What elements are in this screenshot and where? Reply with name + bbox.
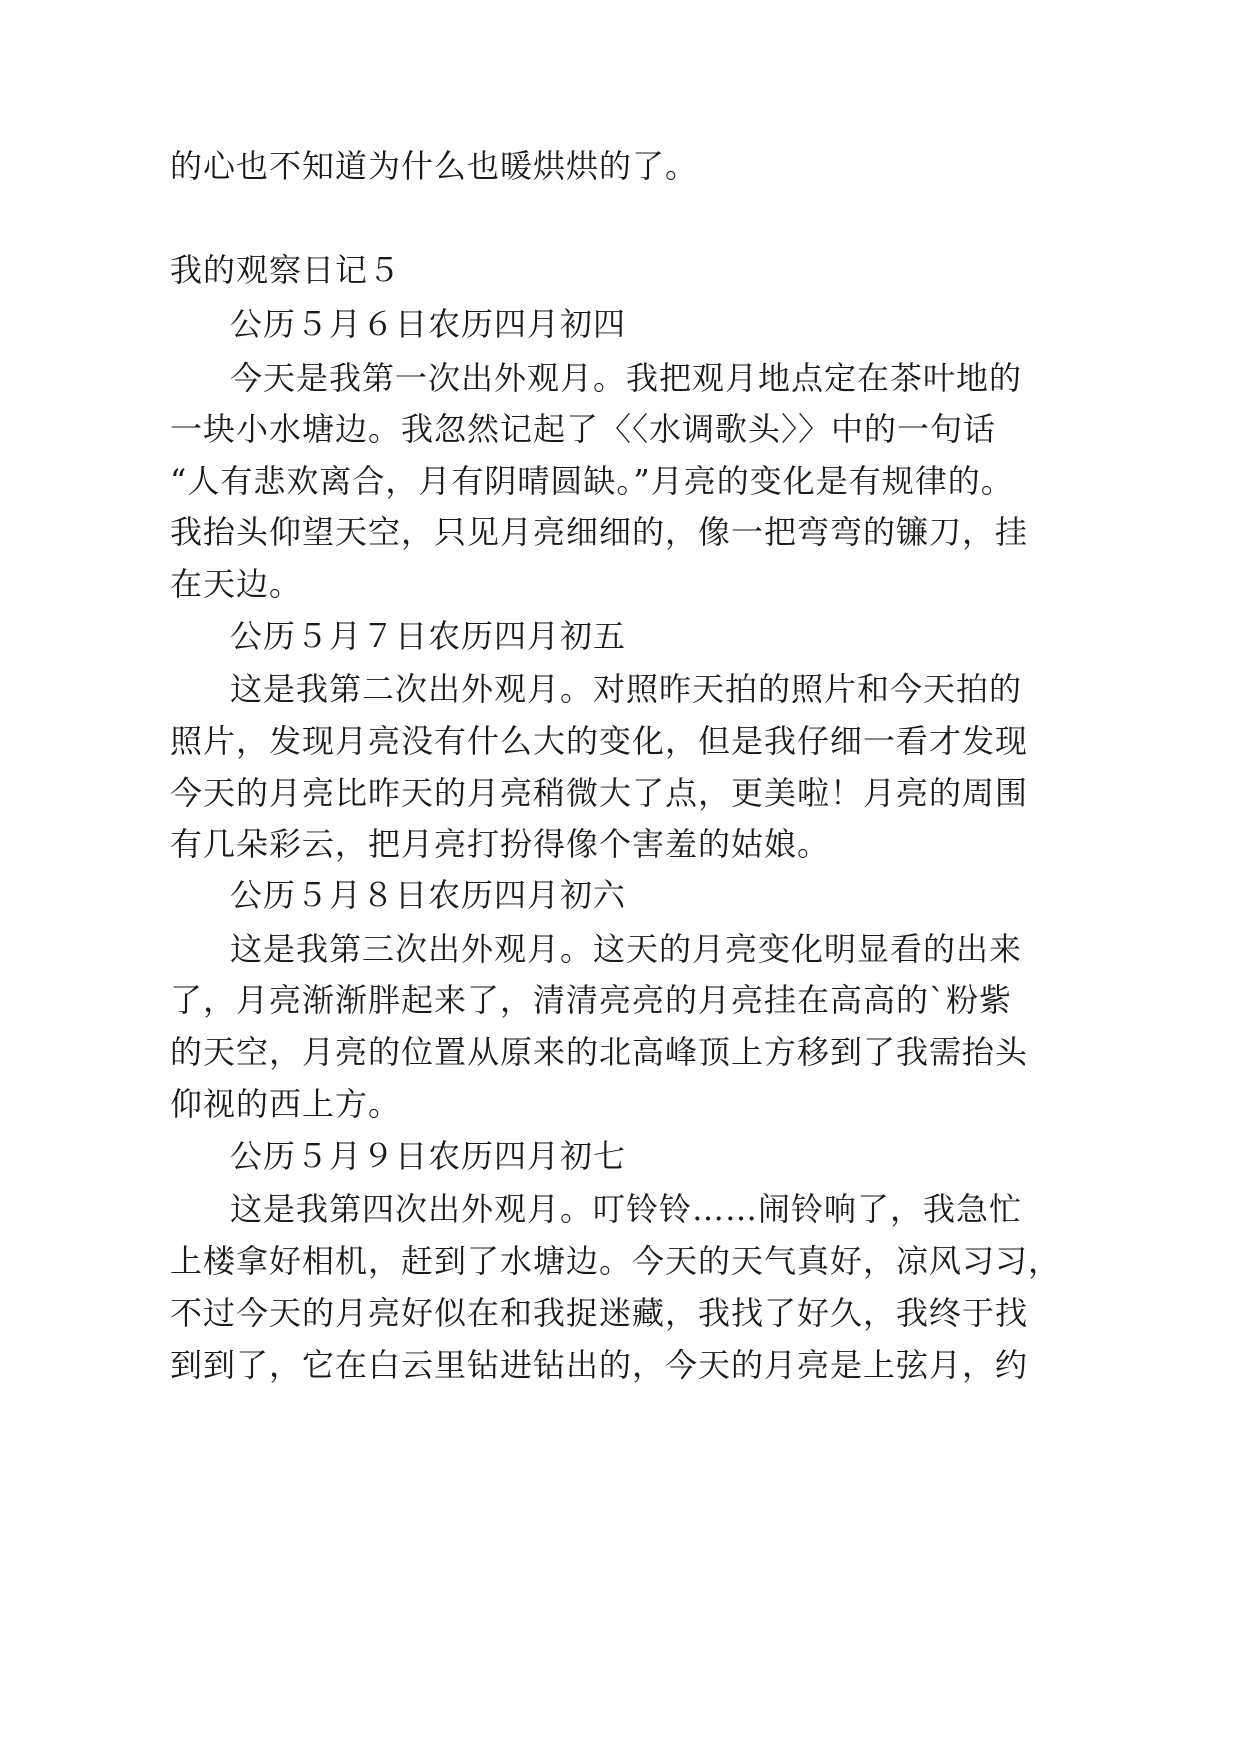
entry-date: 公历５月８日农历四月初六	[230, 876, 627, 914]
entry-text-line: 这是我第二次出外观月。对照昨天拍的照片和今天拍的	[230, 670, 1023, 708]
entry-text-line: 一块小水塘边。我忽然记起了〈〈水调歌头〉〉中的一句话	[170, 410, 997, 448]
entry-text-line: 有几朵彩云，把月亮打扮得像个害羞的姑娘。	[170, 825, 831, 863]
continuation-line: 的心也不知道为什么也暖烘烘的了。	[170, 147, 699, 185]
entry-text-line: 这是我第四次出外观月。叮铃铃……闹铃响了，我急忙	[230, 1190, 1023, 1228]
entry-text-line: 上楼拿好相机，赶到了水塘边。今天的天气真好，凉风习习，	[170, 1242, 1062, 1280]
entry-text-line: 今天的月亮比昨天的月亮稍微大了点，更美啦！月亮的周围	[170, 774, 1029, 812]
entry-text-line: 照片，发现月亮没有什么大的变化，但是我仔细一看才发现	[170, 722, 1029, 760]
entry-text-line: 不过今天的月亮好似在和我捉迷藏，我找了好久，我终于找	[170, 1294, 1029, 1332]
entry-text-line: 仰视的西上方。	[170, 1085, 402, 1123]
entry-text-line: 这是我第三次出外观月。这天的月亮变化明显看的出来	[230, 930, 1023, 968]
entry-text-line: 了，月亮渐渐胖起来了，清清亮亮的月亮挂在高高的`粉紫	[170, 981, 1013, 1019]
entry-date: 公历５月９日农历四月初七	[230, 1137, 627, 1175]
entry-text-line: 的天空，月亮的位置从原来的北高峰顶上方移到了我需抬头	[170, 1033, 1029, 1071]
entry-text-line: 到到了，它在白云里钻进钻出的，今天的月亮是上弦月，约	[170, 1346, 1029, 1384]
entry-date: 公历５月７日农历四月初五	[230, 617, 627, 655]
entry-text-line: “人有悲欢离合，月有阴晴圆缺。”月亮的变化是有规律的。	[170, 462, 1014, 500]
section-title: 我的观察日记５	[170, 251, 402, 289]
entry-date: 公历５月６日农历四月初四	[230, 305, 627, 343]
entry-text-line: 在天边。	[170, 565, 303, 603]
entry-text-line: 我抬头仰望天空，只见月亮细细的，像一把弯弯的镰刀，挂	[170, 513, 1029, 551]
entry-text-line: 今天是我第一次出外观月。我把观月地点定在茶叶地的	[230, 359, 1023, 397]
